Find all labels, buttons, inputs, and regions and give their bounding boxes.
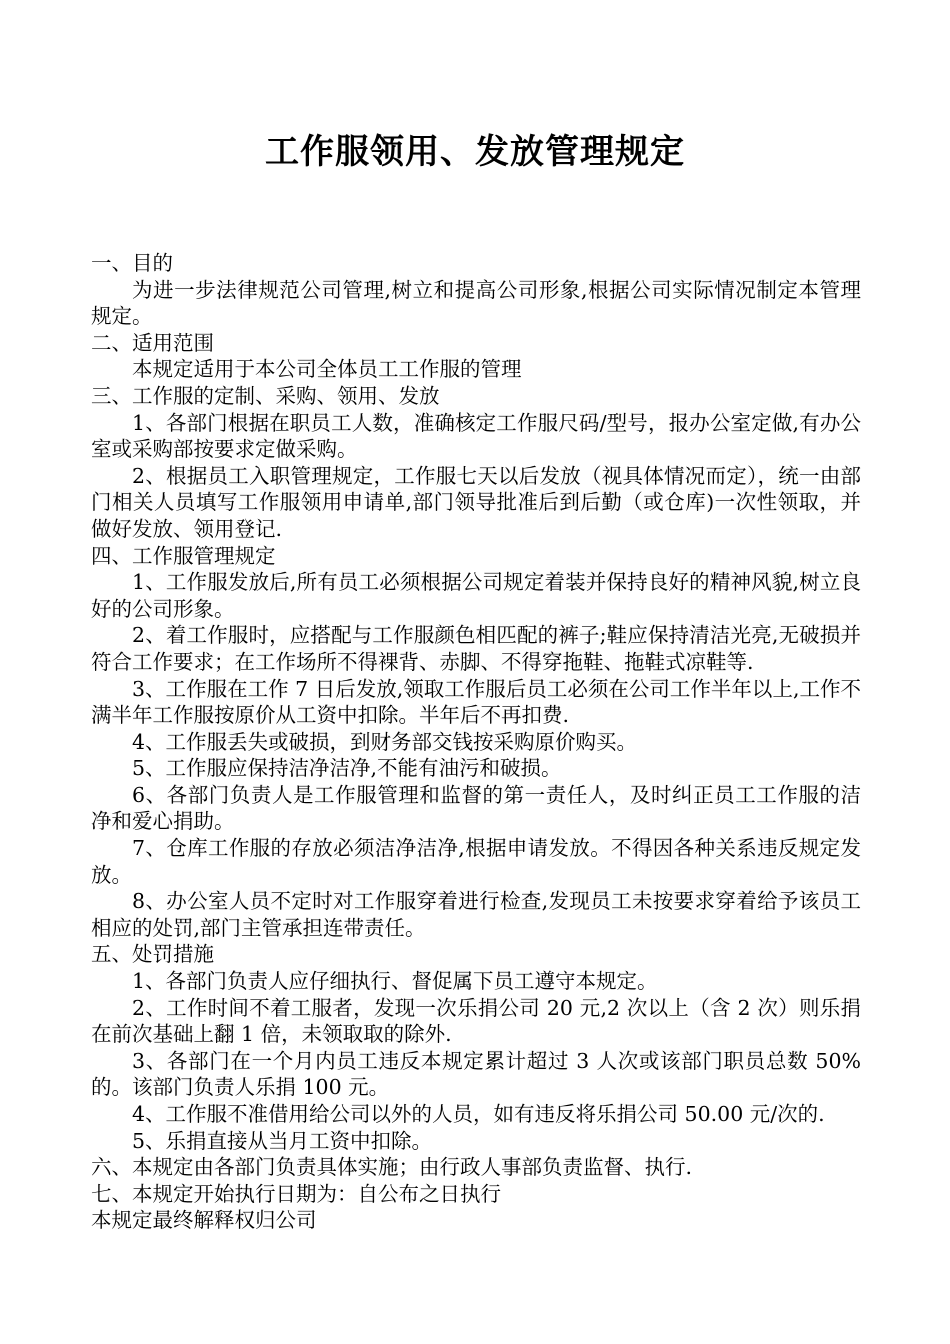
- section-heading: 一、目的: [91, 251, 173, 275]
- section-heading: 七、本规定开始执行日期为：自公布之日执行: [91, 1181, 501, 1206]
- clause-paragraph: 2、根据员工入职管理规定，工作服七天以后发放（视具体情况而定），统一由部门相关人员填写工作服领用申请单,部门领导批准后到后勤（或仓库)一次性领取，并做好发放、领用登记.: [91, 463, 861, 541]
- clause-paragraph: 2、工作时间不着工服者，发现一次乐捐公司 20 元,2 次以上（含 2 次）则乐捐在前次基础上翻 1 倍，未领取取的除外.: [91, 995, 861, 1047]
- clause-paragraph: 8、办公室人员不定时对工作服穿着进行检查,发现员工未按要求穿着给予该员工相应的处罚,部门主管承担连带责任。: [91, 889, 861, 940]
- section-heading: 五、处罚措施: [91, 942, 214, 967]
- section-heading: 六、本规定由各部门负责具体实施；由行政人事部负责监督、执行.: [91, 1155, 693, 1180]
- clause-paragraph: 1、各部门负责人应仔细执行、督促属下员工遵守本规定。: [132, 969, 658, 994]
- clause-paragraph: 1、工作服发放后,所有员工必须根据公司规定着装并保持良好的精神风貌,树立良好的公司形象。: [91, 570, 861, 621]
- clause-paragraph: 3、各部门在一个月内员工违反本规定累计超过 3 人次或该部门职员总数 50%的。该部门负责人乐捐 100 元。: [91, 1048, 861, 1100]
- document-title: 工作服领用、发放管理规定: [265, 132, 685, 172]
- section-heading: 三、工作服的定制、采购、领用、发放: [91, 383, 440, 408]
- clause-paragraph: 本规定适用于本公司全体员工工作服的管理: [132, 357, 522, 382]
- clause-paragraph: 3、工作服在工作 7 日后发放,领取工作服后员工必须在公司工作半年以上,工作不满半年工作服按原价从工资中扣除。半年后不再扣费.: [91, 676, 861, 728]
- clause-paragraph: 7、仓库工作服的存放必须洁净洁净,根据申请发放。不得因各种关系违反规定发放。: [91, 836, 861, 887]
- section-heading: 四、工作服管理规定: [91, 543, 276, 568]
- clause-paragraph: 1、各部门根据在职员工人数，准确核定工作服尺码/型号，报办公室定做,有办公室或采购部按要求定做采购。: [91, 410, 861, 462]
- clause-paragraph: 为进一步法律规范公司管理,树立和提高公司形象,根据公司实际情况制定本管理规定。: [91, 277, 861, 329]
- clause-paragraph: 4、工作服不准借用给公司以外的人员，如有违反将乐捐公司 50.00 元/次的.: [132, 1102, 825, 1126]
- clause-paragraph: 4、工作服丢失或破损，到财务部交钱按采购原价购买。: [132, 729, 638, 754]
- document-body: [91, 250, 861, 1234]
- section-heading: 二、适用范围: [91, 330, 214, 355]
- section-heading: 本规定最终解释权归公司: [91, 1208, 317, 1233]
- clause-paragraph: 6、各部门负责人是工作服管理和监督的第一责任人，及时纠正员工工作服的洁净和爱心捐助。: [91, 782, 861, 834]
- clause-paragraph: 2、着工作服时，应搭配与工作服颜色相匹配的裤子;鞋应保持清洁光亮,无破损并符合工作要求；在工作场所不得裸背、赤脚、不得穿拖鞋、拖鞋式凉鞋等.: [91, 623, 861, 674]
- clause-paragraph: 5、乐捐直接从当月工资中扣除。: [132, 1128, 433, 1153]
- clause-paragraph: 5、工作服应保持洁净洁净,不能有油污和破损。: [132, 756, 562, 781]
